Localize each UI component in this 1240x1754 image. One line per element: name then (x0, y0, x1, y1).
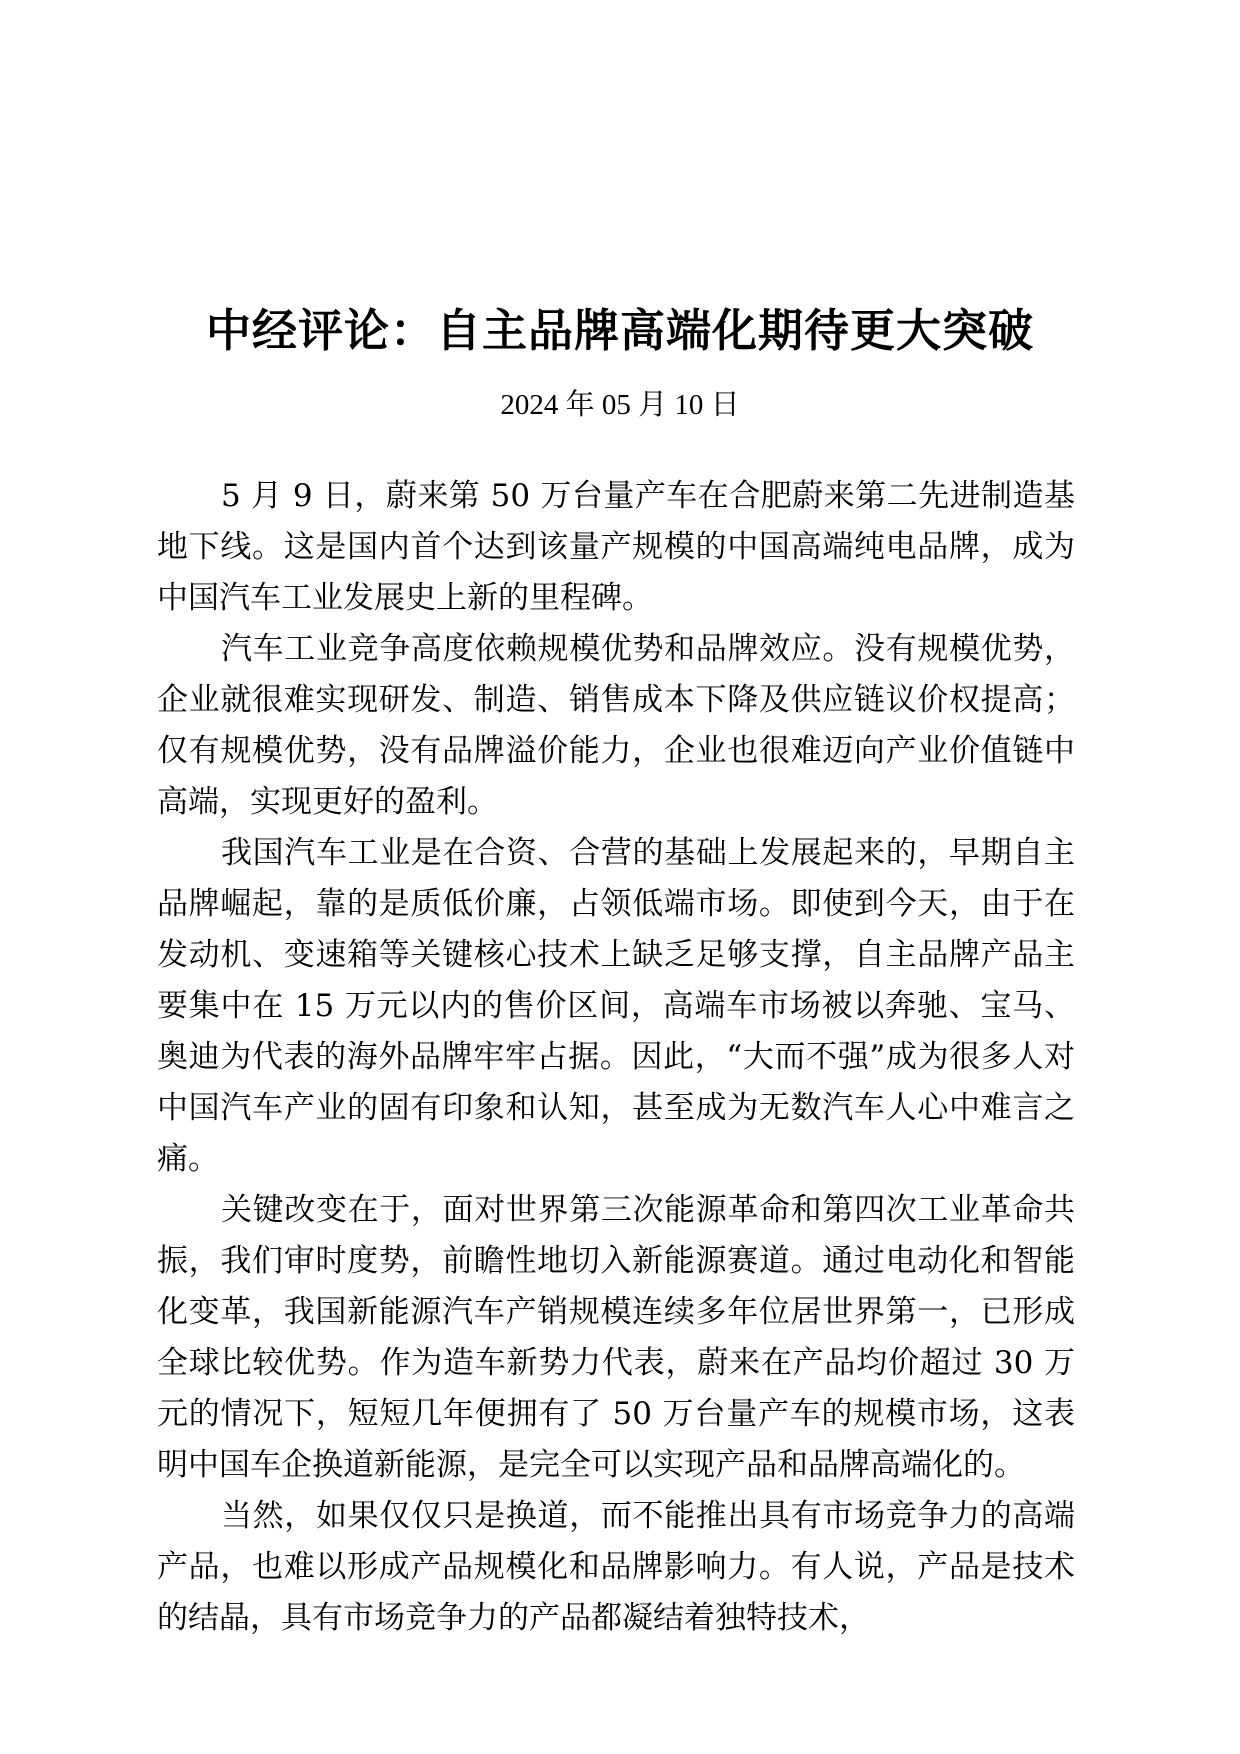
paragraph-4: 关键改变在于，面对世界第三次能源革命和第四次工业革命共振，我们审时度势，前瞻性地切入新能源赛道。通过电动化和智能化变革，我国新能源汽车产销规模连续多年位居世界第一，已形成全球比较优势。作为造车新势力代表，蔚来在产品均价超过 30 万元的情况下，短短几年便拥有了 50 万台量产车的规模市场，这表明中国车企换道新能源，是完全可以实现产品和品牌高端化的。 (157, 1192, 1075, 1483)
article-title: 中经评论：自主品牌高端化期待更大突破 (205, 304, 1034, 357)
paragraph-2: 汽车工业竞争高度依赖规模优势和品牌效应。没有规模优势，企业就很难实现研发、制造、销售成本下降及供应链议价权提高；仅有规模优势，没有品牌溢价能力，企业也很难迈向产业价值链中高端，实现更好的盈利。 (157, 631, 1075, 820)
paragraph-3: 我国汽车工业是在合资、合营的基础上发展起来的，早期自主品牌崛起，靠的是质低价廉，占领低端市场。即使到今天，由于在发动机、变速箱等关键核心技术上缺乏足够支撑，自主品牌产品主要集中在 15 万元以内的售价区间，高端车市场被以奔驰、宝马、奥迪为代表的海外品牌牢牢占据。因此，“大而不强”成为很多人对中国汽车产业的固有印象和认知，甚至成为无数汽车人心中难言之痛。 (157, 835, 1075, 1177)
paragraph-5: 当然，如果仅仅只是换道，而不能推出具有市场竞争力的高端产品，也难以形成产品规模化和品牌影响力。有人说，产品是技术的结晶，具有市场竞争力的产品都凝结着独特技术， (157, 1498, 1075, 1636)
publish-date: 2024 年 05 月 10 日 (500, 389, 740, 421)
paragraph-1: 5 月 9 日，蔚来第 50 万台量产车在合肥蔚来第二先进制造基地下线。这是国内首个达到该量产规模的中国高端纯电品牌，成为中国汽车工业发展史上新的里程碑。 (157, 478, 1075, 616)
article-body (157, 471, 1075, 1644)
